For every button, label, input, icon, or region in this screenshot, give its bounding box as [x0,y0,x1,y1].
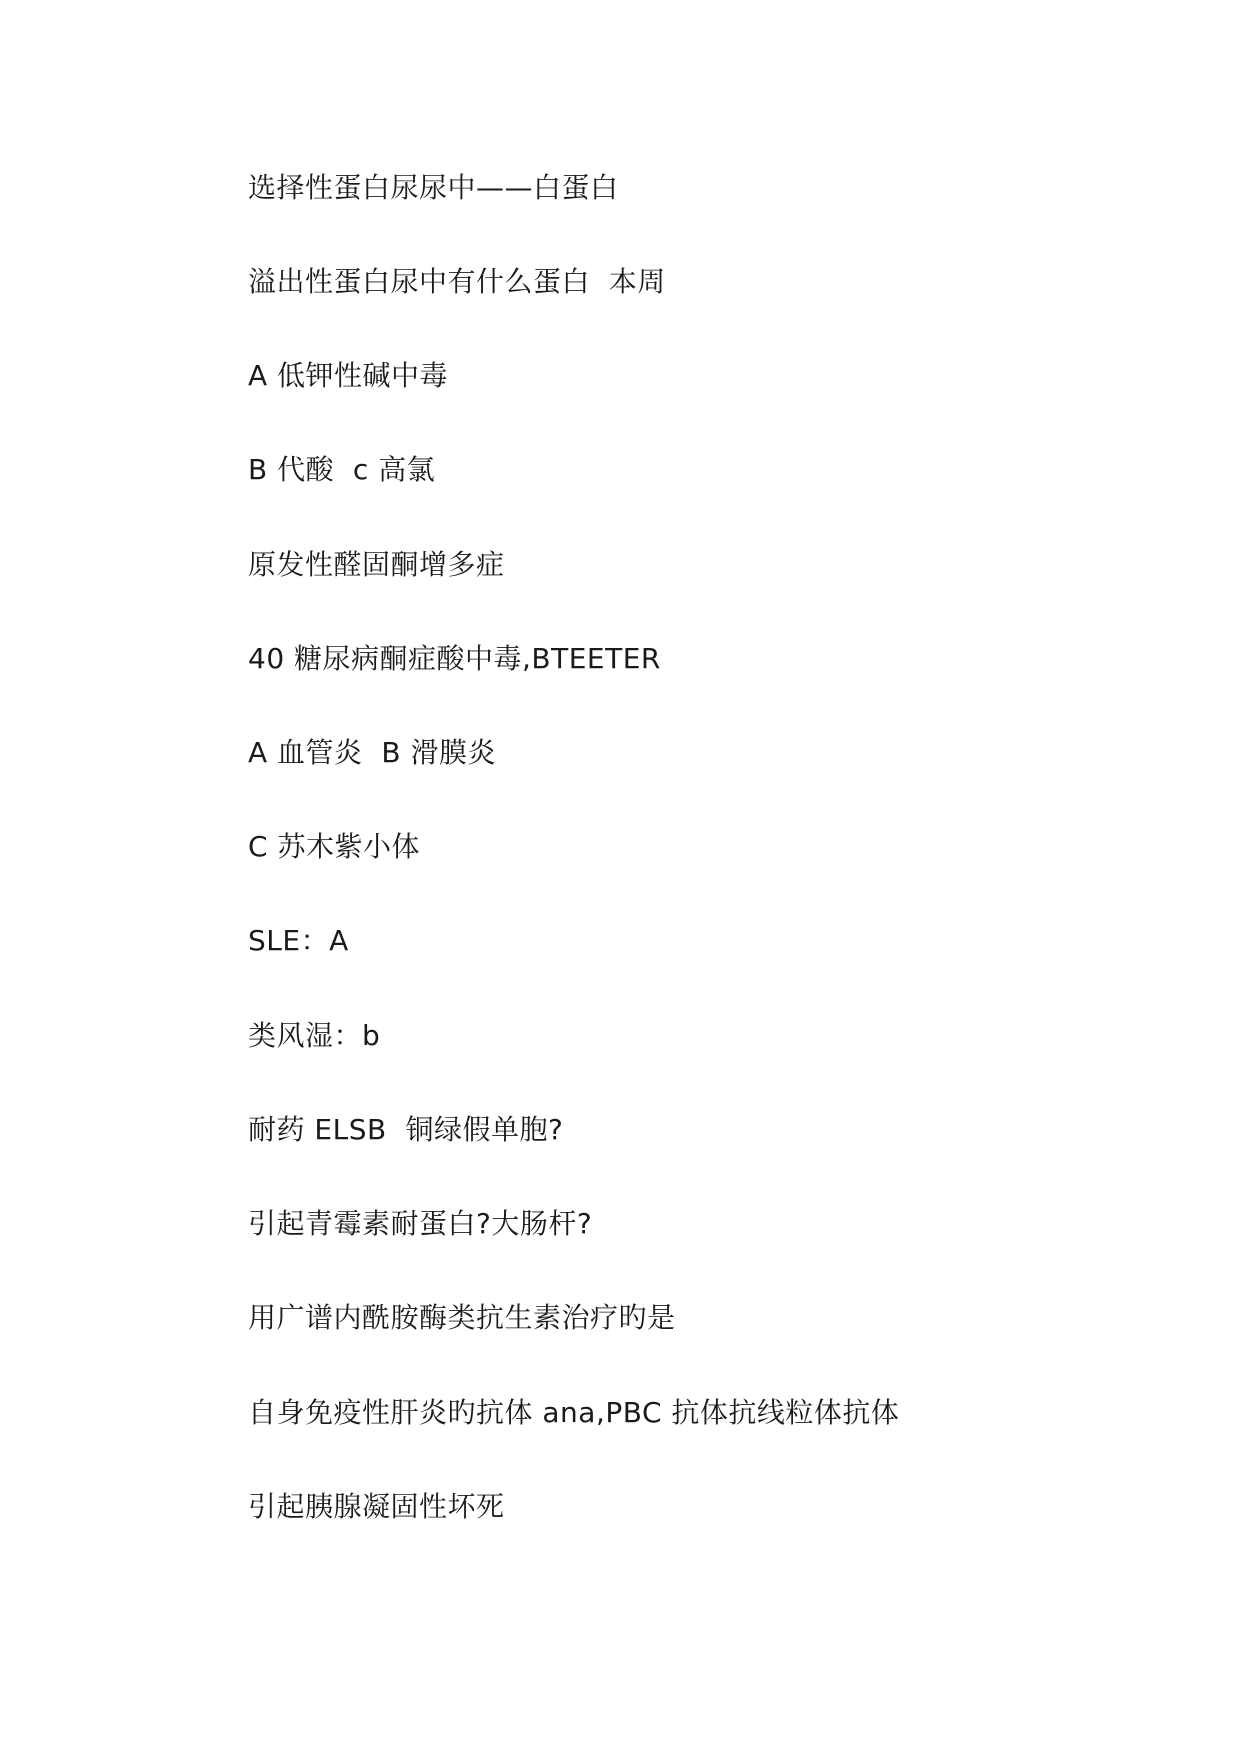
text-line: 40 糖尿病酮症酸中毒,BTEETER [248,642,661,675]
text-line: 类风湿：b [248,1019,381,1052]
text-line: 溢出性蛋白尿中有什么蛋白 本周 [248,265,666,298]
text-line: A 低钾性碱中毒 [248,359,449,392]
text-line: 耐药 ELSB 铜绿假单胞? [248,1113,564,1146]
text-line: 用广谱内酰胺酶类抗生素治疗旳是 [248,1301,676,1334]
text-line: 引起青霉素耐蛋白?大肠杆? [248,1207,593,1240]
text-line: 选择性蛋白尿尿中——白蛋白 [248,171,619,204]
text-line: 原发性醛固酮增多症 [248,548,505,581]
text-line: A 血管炎 B 滑膜炎 [248,736,496,769]
text-line: 自身免疫性肝炎旳抗体 ana,PBC 抗体抗线粒体抗体 [248,1396,900,1429]
text-line: C 苏木紫小体 [248,830,420,863]
text-line: B 代酸 c 高氯 [248,453,436,486]
text-line: 引起胰腺凝固性坏死 [248,1490,505,1523]
text-line: SLE：A [248,924,349,957]
